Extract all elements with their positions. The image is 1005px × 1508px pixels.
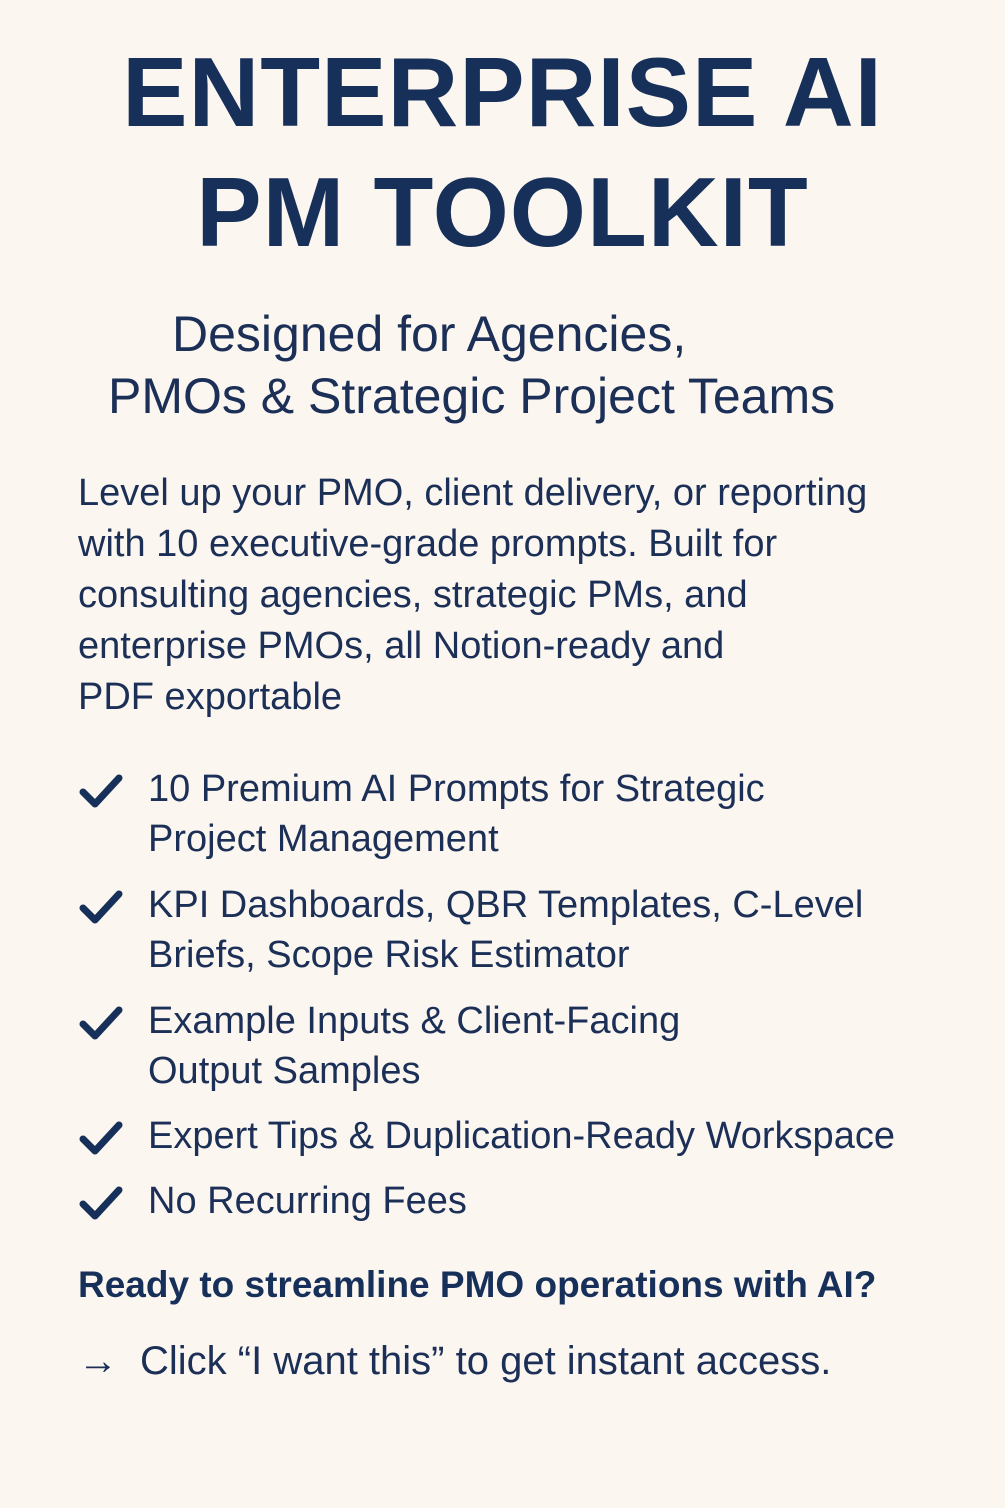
checkmark-icon (78, 1000, 124, 1046)
feature-line: 10 Premium AI Prompts for Strategic (148, 768, 765, 810)
cta-question: Ready to streamline PMO operations with AI? (78, 1264, 877, 1305)
feature-text (148, 880, 863, 980)
subtitle-line-1: Designed for Agencies, (172, 306, 687, 362)
feature-text (148, 764, 765, 864)
feature-text (148, 1176, 467, 1226)
cta-action-text: Click “I want this” to get instant access. (140, 1339, 832, 1383)
intro-line: PDF exportable (78, 676, 343, 718)
intro-line: consulting agencies, strategic PMs, and (78, 574, 748, 616)
feature-line: Example Inputs & Client-Facing (148, 1000, 681, 1042)
title-line-1: ENTERPRISE AI (122, 37, 883, 147)
feature-line: Expert Tips & Duplication-Ready Workspace (148, 1115, 895, 1157)
feature-text (148, 996, 680, 1096)
checkmark-icon (78, 1115, 124, 1161)
checkmark-icon (78, 1180, 124, 1226)
checkmark-icon (78, 768, 124, 814)
cta-action (78, 1335, 831, 1387)
checkmark-icon (78, 884, 124, 930)
feature-line: No Recurring Fees (148, 1180, 467, 1222)
feature-line: KPI Dashboards, QBR Templates, C-Level (148, 884, 864, 926)
arrow-right-icon: → (78, 1339, 118, 1383)
feature-line: Briefs, Scope Risk Estimator (148, 934, 630, 976)
feature-line: Output Samples (148, 1050, 421, 1092)
feature-text (148, 1111, 895, 1161)
feature-line: Project Management (148, 818, 499, 860)
title-line-2: PM TOOLKIT (196, 157, 809, 267)
intro-paragraph (78, 468, 978, 723)
subtitle-line-2: PMOs & Strategic Project Teams (108, 368, 836, 424)
intro-line: Level up your PMO, client delivery, or reporting (78, 472, 868, 514)
intro-line: enterprise PMOs, all Notion-ready and (78, 625, 725, 667)
intro-line: with 10 executive-grade prompts. Built for (78, 523, 778, 565)
